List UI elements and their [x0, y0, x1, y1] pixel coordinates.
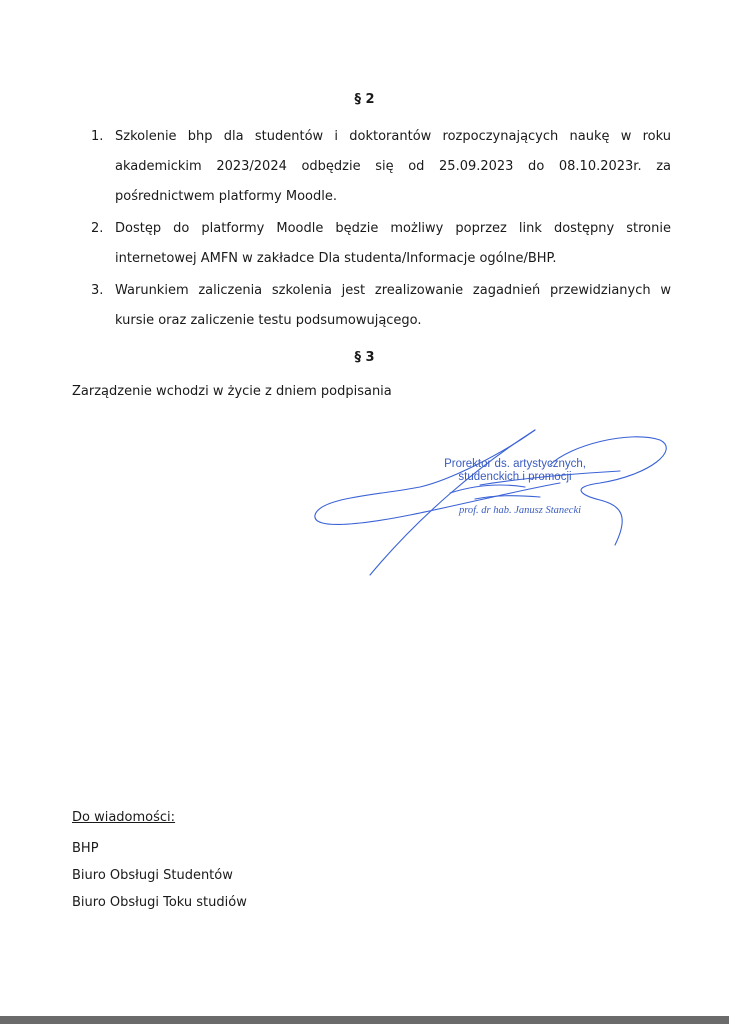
list-item-number: 2. [91, 221, 104, 236]
signature-stamp [300, 425, 680, 585]
list-item [91, 122, 671, 214]
recipient-item: Biuro Obsługi Studentów [72, 868, 233, 883]
stamp-title-line2: studenckich i promocji [458, 471, 572, 483]
recipient-item: BHP [72, 841, 99, 856]
list-item-text: Szkolenie bhp dla studentów i doktorantów rozpoczynających naukę w roku akademickim 2023/2024 odbędzie się od 25.09.2023 do 08.10.2023r. za pośrednictwem platformy Moodle. [115, 129, 671, 204]
stamp-title [430, 458, 600, 484]
stamp-name: prof. dr hab. Janusz Stanecki [458, 505, 582, 516]
recipients-heading: Do wiadomości: [72, 810, 176, 825]
stamp-title-line1: Prorektor ds. artystycznych, [444, 458, 586, 470]
list-item [91, 276, 671, 338]
scan-edge-bar [0, 1016, 729, 1024]
list-item-text: Warunkiem zaliczenia szkolenia jest zrealizowanie zagadnień przewidzianych w kursie oraz zaliczenie testu podsumowującego. [115, 283, 671, 328]
recipients-block [72, 810, 247, 922]
closing-statement: Zarządzenie wchodzi w życie z dniem podpisania [72, 384, 392, 399]
list-item-number: 1. [91, 129, 104, 144]
section-2-list [91, 122, 671, 338]
section-3-heading: § 3 [354, 350, 375, 365]
recipient-item: Biuro Obsługi Toku studiów [72, 895, 247, 910]
list-item-number: 3. [91, 283, 104, 298]
list-item-text: Dostęp do platformy Moodle będzie możliwy poprzez link dostępny stronie internetowej AMFN w zakładce Dla studenta/Informacje ogólne/BHP. [115, 221, 671, 266]
list-item [91, 214, 671, 276]
section-2-heading: § 2 [354, 92, 375, 107]
